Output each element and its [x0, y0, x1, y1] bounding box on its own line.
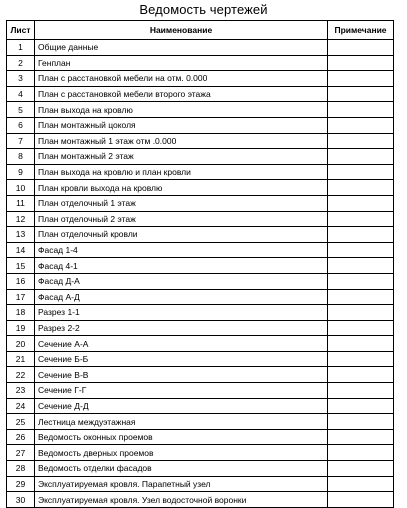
- sheet-number: 6: [7, 117, 35, 133]
- sheet-number: 29: [7, 476, 35, 492]
- sheet-note: [328, 55, 394, 71]
- sheet-name: План с расстановкой мебели второго этажа: [35, 86, 328, 102]
- table-row: [7, 40, 394, 56]
- table-row: [7, 398, 394, 414]
- sheet-name: План отделочный 2 этаж: [35, 211, 328, 227]
- header-note: Примечание: [328, 21, 394, 40]
- sheet-note: [328, 86, 394, 102]
- sheet-note: [328, 195, 394, 211]
- table-row: [7, 133, 394, 149]
- sheet-name: Эксплуатируемая кровля. Узел водосточной воронки: [35, 492, 328, 508]
- sheet-number: 2: [7, 55, 35, 71]
- sheet-name: Общие данные: [35, 40, 328, 56]
- table-row: [7, 164, 394, 180]
- table-row: [7, 86, 394, 102]
- sheet-number: 28: [7, 461, 35, 477]
- sheet-name: Разрез 2-2: [35, 320, 328, 336]
- sheet-name: Сечение Г-Г: [35, 383, 328, 399]
- sheet-number: 24: [7, 398, 35, 414]
- table-header-row: [7, 21, 394, 40]
- table-row: [7, 180, 394, 196]
- sheet-number: 3: [7, 71, 35, 87]
- sheet-name: План монтажный цоколя: [35, 117, 328, 133]
- sheet-name: Эксплуатируемая кровля. Парапетный узел: [35, 476, 328, 492]
- sheet-name: План отделочный 1 этаж: [35, 195, 328, 211]
- sheet-note: [328, 351, 394, 367]
- table-row: [7, 367, 394, 383]
- sheet-number: 8: [7, 149, 35, 165]
- sheet-number: 1: [7, 40, 35, 56]
- sheet-name: Генплан: [35, 55, 328, 71]
- sheet-name: План монтажный 1 этаж отм .0.000: [35, 133, 328, 149]
- sheet-number: 16: [7, 273, 35, 289]
- sheet-note: [328, 180, 394, 196]
- sheet-number: 10: [7, 180, 35, 196]
- sheet-number: 30: [7, 492, 35, 508]
- sheet-name: Фасад 4-1: [35, 258, 328, 274]
- sheet-name: Сечение А-А: [35, 336, 328, 352]
- sheet-number: 21: [7, 351, 35, 367]
- table-row: [7, 102, 394, 118]
- sheet-number: 22: [7, 367, 35, 383]
- table-row: [7, 383, 394, 399]
- sheet-number: 7: [7, 133, 35, 149]
- table-row: [7, 320, 394, 336]
- sheet-name: Ведомость оконных проемов: [35, 429, 328, 445]
- table-row: [7, 445, 394, 461]
- sheet-note: [328, 40, 394, 56]
- sheet-number: 19: [7, 320, 35, 336]
- sheet-note: [328, 383, 394, 399]
- sheet-name: Лестница междуэтажная: [35, 414, 328, 430]
- sheet-note: [328, 476, 394, 492]
- table-row: [7, 55, 394, 71]
- sheet-name: План кровли выхода на кровлю: [35, 180, 328, 196]
- table-row: [7, 273, 394, 289]
- sheet-note: [328, 289, 394, 305]
- sheet-note: [328, 242, 394, 258]
- sheet-name: План выхода на кровлю и план кровли: [35, 164, 328, 180]
- sheet-name: Сечение Б-Б: [35, 351, 328, 367]
- sheet-note: [328, 461, 394, 477]
- table-row: [7, 242, 394, 258]
- sheet-name: Сечение В-В: [35, 367, 328, 383]
- table-row: [7, 351, 394, 367]
- sheet-note: [328, 71, 394, 87]
- sheet-number: 12: [7, 211, 35, 227]
- table-row: [7, 461, 394, 477]
- sheet-note: [328, 149, 394, 165]
- sheet-note: [328, 211, 394, 227]
- table-row: [7, 258, 394, 274]
- sheet-name: Фасад А-Д: [35, 289, 328, 305]
- sheet-note: [328, 429, 394, 445]
- sheet-note: [328, 273, 394, 289]
- table-body: [7, 40, 394, 508]
- table-row: [7, 117, 394, 133]
- table-row: [7, 71, 394, 87]
- sheet-name: План отделочный кровли: [35, 227, 328, 243]
- sheet-note: [328, 305, 394, 321]
- sheet-note: [328, 133, 394, 149]
- sheet-number: 13: [7, 227, 35, 243]
- sheet-name: Фасад 1-4: [35, 242, 328, 258]
- drawings-table: [6, 20, 394, 508]
- sheet-note: [328, 117, 394, 133]
- table-row: [7, 211, 394, 227]
- sheet-name: План выхода на кровлю: [35, 102, 328, 118]
- sheet-number: 20: [7, 336, 35, 352]
- sheet-note: [328, 320, 394, 336]
- sheet-name: Ведомость дверных проемов: [35, 445, 328, 461]
- table-row: [7, 414, 394, 430]
- sheet-name: План с расстановкой мебели на отм. 0.000: [35, 71, 328, 87]
- sheet-name: План монтажный 2 этаж: [35, 149, 328, 165]
- sheet-name: Ведомость отделки фасадов: [35, 461, 328, 477]
- sheet-name: Разрез 1-1: [35, 305, 328, 321]
- table-header: [7, 21, 394, 40]
- document-title: Ведомость чертежей: [139, 2, 268, 17]
- sheet-note: [328, 336, 394, 352]
- sheet-note: [328, 102, 394, 118]
- sheet-name: Сечение Д-Д: [35, 398, 328, 414]
- sheet-note: [328, 367, 394, 383]
- sheet-note: [328, 398, 394, 414]
- sheet-number: 23: [7, 383, 35, 399]
- sheet-note: [328, 414, 394, 430]
- sheet-note: [328, 164, 394, 180]
- table-row: [7, 227, 394, 243]
- sheet-number: 5: [7, 102, 35, 118]
- sheet-note: [328, 227, 394, 243]
- table-row: [7, 336, 394, 352]
- header-sheet: Лист: [7, 21, 35, 40]
- sheet-number: 4: [7, 86, 35, 102]
- table-row: [7, 289, 394, 305]
- table-row: [7, 476, 394, 492]
- table-row: [7, 149, 394, 165]
- sheet-number: 9: [7, 164, 35, 180]
- sheet-note: [328, 445, 394, 461]
- sheet-number: 14: [7, 242, 35, 258]
- sheet-number: 15: [7, 258, 35, 274]
- sheet-name: Фасад Д-А: [35, 273, 328, 289]
- header-name: Наименование: [35, 21, 328, 40]
- table-row: [7, 429, 394, 445]
- sheet-number: 11: [7, 195, 35, 211]
- table-row: [7, 305, 394, 321]
- sheet-number: 17: [7, 289, 35, 305]
- sheet-note: [328, 258, 394, 274]
- sheet-number: 25: [7, 414, 35, 430]
- table-row: [7, 195, 394, 211]
- sheet-number: 27: [7, 445, 35, 461]
- sheet-number: 26: [7, 429, 35, 445]
- sheet-number: 18: [7, 305, 35, 321]
